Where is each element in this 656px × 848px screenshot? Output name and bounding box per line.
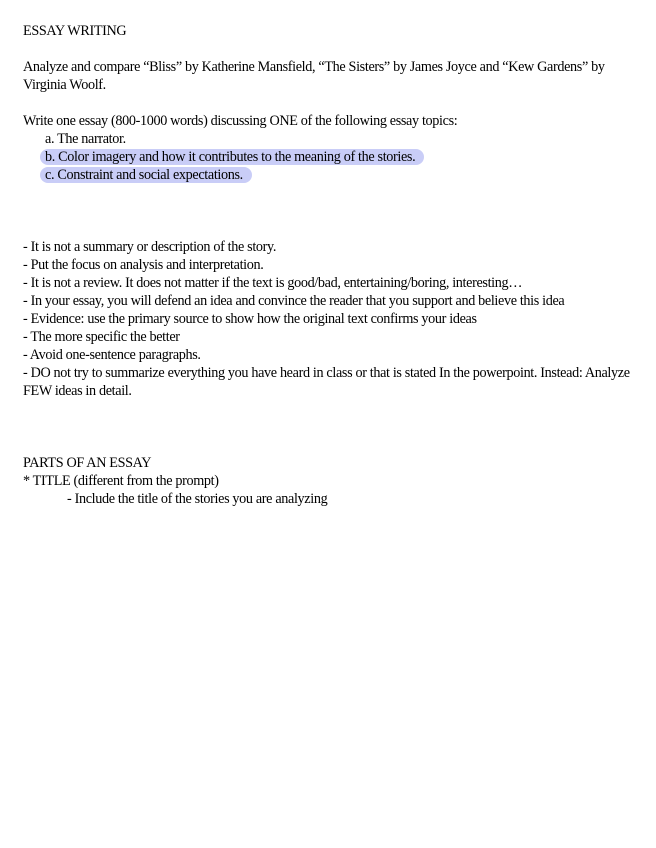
guideline-item: - It is not a summary or description of the story. [23,239,277,255]
highlighted-topic-c[interactable]: c. Constraint and social expectations. [40,167,252,183]
essay-instruction: Write one essay (800-1000 words) discussing ONE of the following essay topics: [23,113,458,129]
topic-a: a. The narrator. [45,131,126,147]
topic-b [23,148,635,166]
topic-c [23,166,635,184]
essay-heading: ESSAY WRITING [23,23,127,39]
parts-heading: PARTS OF AN ESSAY [23,455,152,471]
highlighted-topic-b[interactable]: b. Color imagery and how it contributes to the meaning of the stories. [40,149,424,165]
parts-subitem: - Include the title of the stories you are analyzing [67,491,328,507]
guideline-item: - Evidence: use the primary source to show how the original text confirms your ideas [23,311,477,327]
essay-intro: Analyze and compare “Bliss” by Katherine Mansfield, “The Sisters” by James Joyce and “Kew Gardens” by Virginia Woolf. [23,59,605,93]
guideline-item: - Avoid one-sentence paragraphs. [23,347,201,363]
guideline-item: - DO not try to summarize everything you have heard in class or that is stated In the powerpoint. Instead: Analyze FEW ideas in detail. [23,365,630,399]
document-page [23,22,635,508]
guideline-item: - It is not a review. It does not matter if the text is good/bad, entertaining/boring, interesting… [23,275,523,291]
guideline-item: - The more specific the better [23,329,180,345]
parts-item-title: * TITLE (different from the prompt) [23,473,219,489]
guideline-item: - Put the focus on analysis and interpretation. [23,257,264,273]
guideline-item: - In your essay, you will defend an idea and convince the reader that you support and believe this idea [23,293,565,309]
